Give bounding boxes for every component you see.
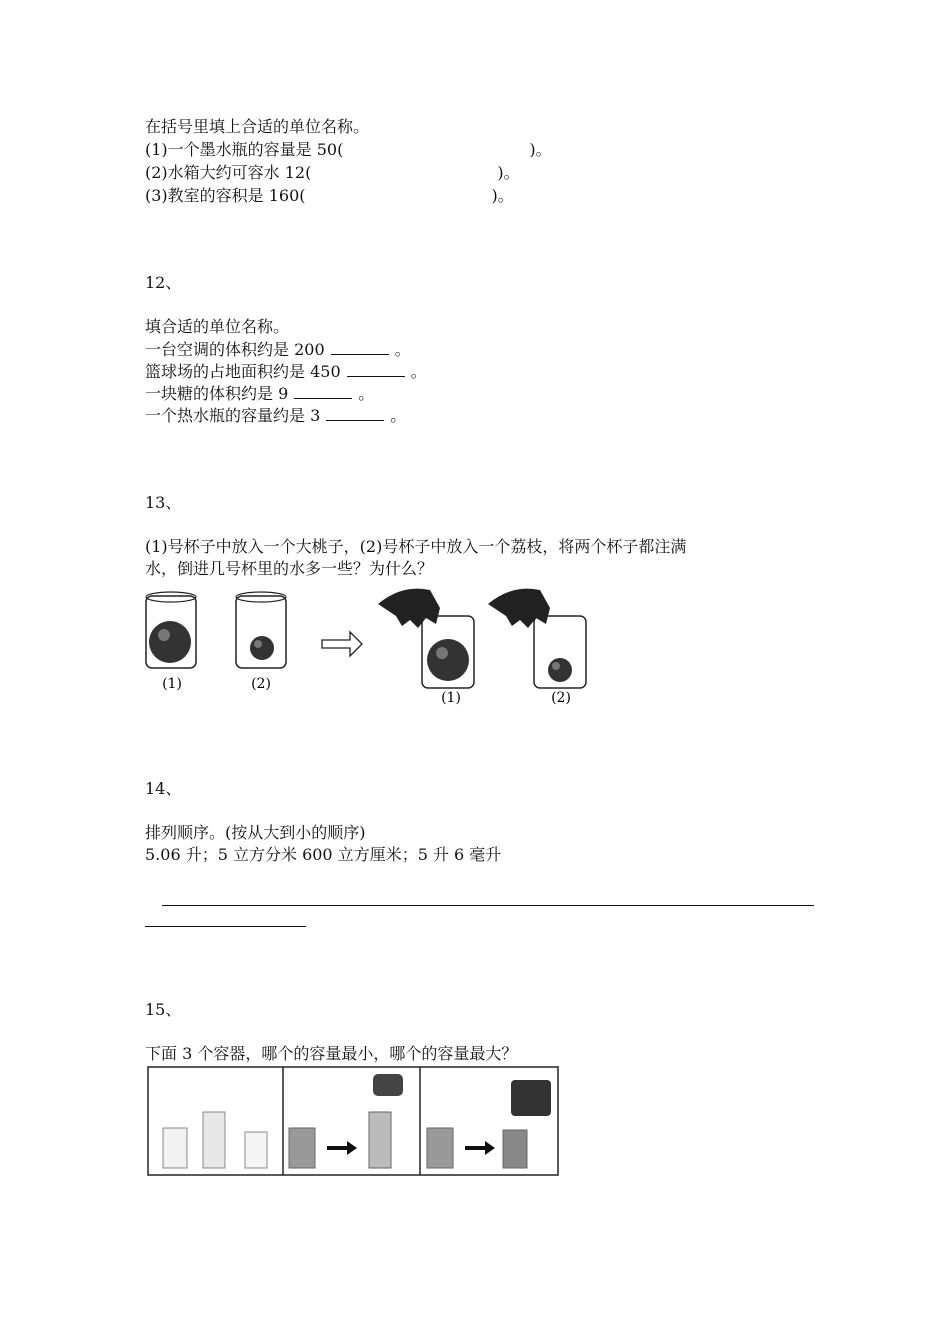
q12-answer-3[interactable] xyxy=(294,384,352,399)
q12-answer-1[interactable] xyxy=(331,340,389,355)
hand-icon xyxy=(373,1074,403,1096)
hand-pouring-cup-1 xyxy=(378,589,474,688)
figure-label-2: (2) xyxy=(251,676,271,692)
hand-icon xyxy=(511,1080,551,1116)
q14-intro: 排列顺序。(按从大到小的顺序) xyxy=(145,823,366,842)
q12-number: 12、 xyxy=(145,273,182,292)
q12-item-1: 一台空调的体积约是 200 。 xyxy=(145,340,411,359)
q11-item-1: (1)一个墨水瓶的容量是 50( )。 xyxy=(145,140,552,159)
q14-values: 5.06 升；5 立方分米 600 立方厘米；5 升 6 毫升 xyxy=(145,845,502,864)
q12-item-2: 篮球场的占地面积约是 450 。 xyxy=(145,362,427,381)
figure-label-3: (1) xyxy=(441,690,461,706)
q12-answer-2[interactable] xyxy=(347,362,405,377)
q11-intro: 在括号里填上合适的单位名称。 xyxy=(145,117,370,136)
q13-text-line2: 水，倒进几号杯里的水多一些？为什么？ xyxy=(145,559,434,578)
q11-item-2: (2)水箱大约可容水 12( )。 xyxy=(145,163,520,182)
q14-answer-line-2[interactable] xyxy=(145,926,306,927)
figure-label-4: (2) xyxy=(551,690,571,706)
q12-answer-4[interactable] xyxy=(326,406,384,421)
hand-pouring-cup-2 xyxy=(488,589,586,688)
q12-item-3: 一块糖的体积约是 9 。 xyxy=(145,384,375,403)
q13-number: 13、 xyxy=(145,493,182,512)
q15-containers-figure xyxy=(147,1066,561,1178)
cup-with-peach xyxy=(146,592,196,668)
cup-with-lychee xyxy=(236,592,286,668)
q15-text: 下面 3 个容器，哪个的容量最小，哪个的容量最大？ xyxy=(145,1044,518,1063)
q12-item-4: 一个热水瓶的容量约是 3 。 xyxy=(145,406,407,425)
figure-label-1: (1) xyxy=(162,676,182,692)
q11-item-3: (3)教室的容积是 160( )。 xyxy=(145,186,514,205)
q13-cups-figure xyxy=(140,580,660,710)
q14-number: 14、 xyxy=(145,779,182,798)
q14-answer-line-1[interactable] xyxy=(162,905,814,906)
q12-intro: 填合适的单位名称。 xyxy=(145,317,290,336)
q15-number: 15、 xyxy=(145,1000,182,1019)
q13-text-line1: (1)号杯子中放入一个大桃子，(2)号杯子中放入一个荔枝，将两个杯子都注满 xyxy=(145,537,687,556)
arrow-right-icon xyxy=(322,632,362,656)
